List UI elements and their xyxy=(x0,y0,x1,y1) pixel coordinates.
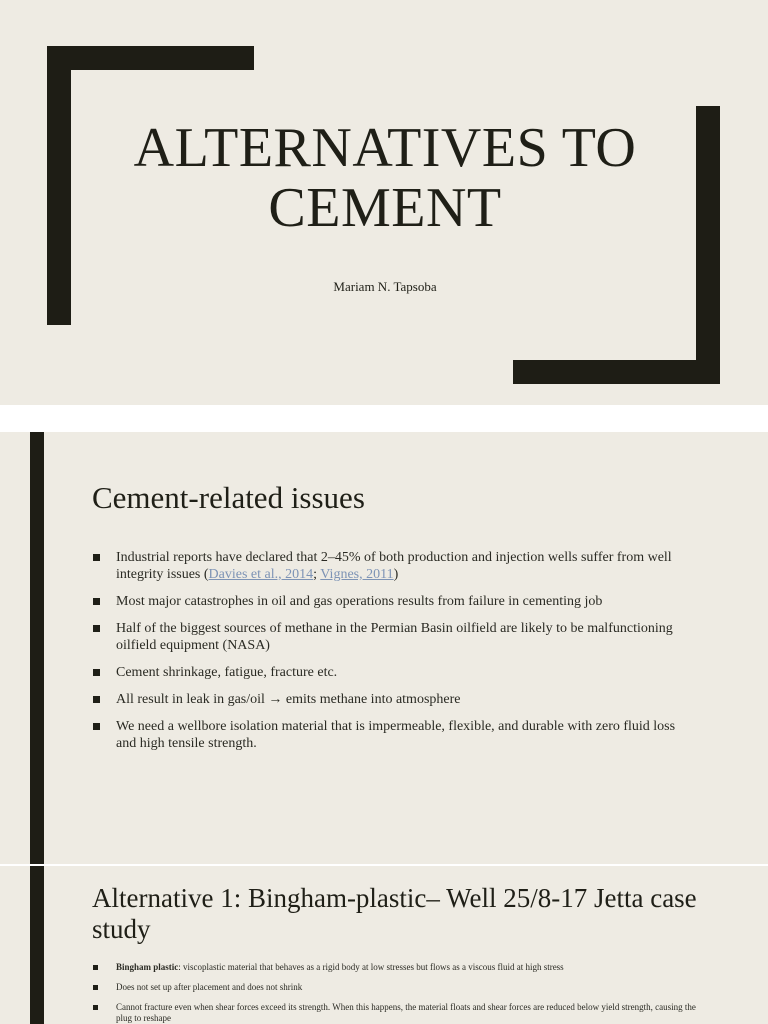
list-item: Half of the biggest sources of methane in the Permian Basin oilfield are likely to be malfunctioning oilfield equipment (NASA) xyxy=(92,620,692,654)
title-line-1: ALTERNATIVES TO xyxy=(133,117,637,179)
slide-heading: Cement-related issues xyxy=(92,480,365,515)
bullet-list xyxy=(92,549,692,762)
list-item: All result in leak in gas/oil → emits methane into atmosphere xyxy=(92,691,692,708)
left-accent-bar xyxy=(30,432,44,864)
list-item: Most major catastrophes in oil and gas operations results from failure in cementing job xyxy=(92,593,692,610)
bullet-square-icon xyxy=(93,696,100,703)
list-item: Cannot fracture even when shear forces exceed its strength. When this happens, the material floats and shear forces are reduced below yield strength, causing the plug to reshape xyxy=(92,1002,712,1024)
bullet-square-icon xyxy=(93,723,100,730)
list-item: Industrial reports have declared that 2–45% of both production and injection wells suffer from well integrity issues (Davies et al., 2014; Vignes, 2011) xyxy=(92,549,692,583)
list-item: Cement shrinkage, fatigue, fracture etc. xyxy=(92,664,692,681)
alternative-slide xyxy=(0,866,768,1024)
author-name: Mariam N. Tapsoba xyxy=(333,279,437,294)
term-bold: Bingham plastic xyxy=(116,962,179,972)
title-line-2: CEMENT xyxy=(268,177,502,239)
title-slide xyxy=(0,0,768,405)
slide-title xyxy=(60,118,710,238)
bullet-square-icon xyxy=(93,598,100,605)
bullet-square-icon xyxy=(93,1005,98,1010)
corner-bracket-top xyxy=(47,46,254,70)
list-item: We need a wellbore isolation material that is impermeable, flexible, and durable with zero fluid loss and high tensile strength. xyxy=(92,718,692,752)
list-item: Does not set up after placement and does not shrink xyxy=(92,982,712,993)
bullet-square-icon xyxy=(93,965,98,970)
right-arrow-icon: → xyxy=(268,692,283,707)
bullet-square-icon xyxy=(93,625,100,632)
bullet-square-icon xyxy=(93,985,98,990)
list-item: Bingham plastic: viscoplastic material that behaves as a rigid body at low stresses but flows as a viscous fluid at high stress xyxy=(92,962,712,973)
corner-bracket-bottom xyxy=(513,360,720,384)
citation-link-davies[interactable]: Davies et al., 2014 xyxy=(208,567,314,582)
slide-heading: Alternative 1: Bingham-plastic– Well 25/8-17 Jetta case study xyxy=(92,883,697,944)
bullet-square-icon xyxy=(93,669,100,676)
bullet-square-icon xyxy=(93,554,100,561)
bullet-list xyxy=(92,962,712,1024)
citation-link-vignes[interactable]: Vignes, 2011 xyxy=(320,567,394,582)
left-accent-bar xyxy=(30,866,44,1024)
issues-slide xyxy=(0,432,768,864)
